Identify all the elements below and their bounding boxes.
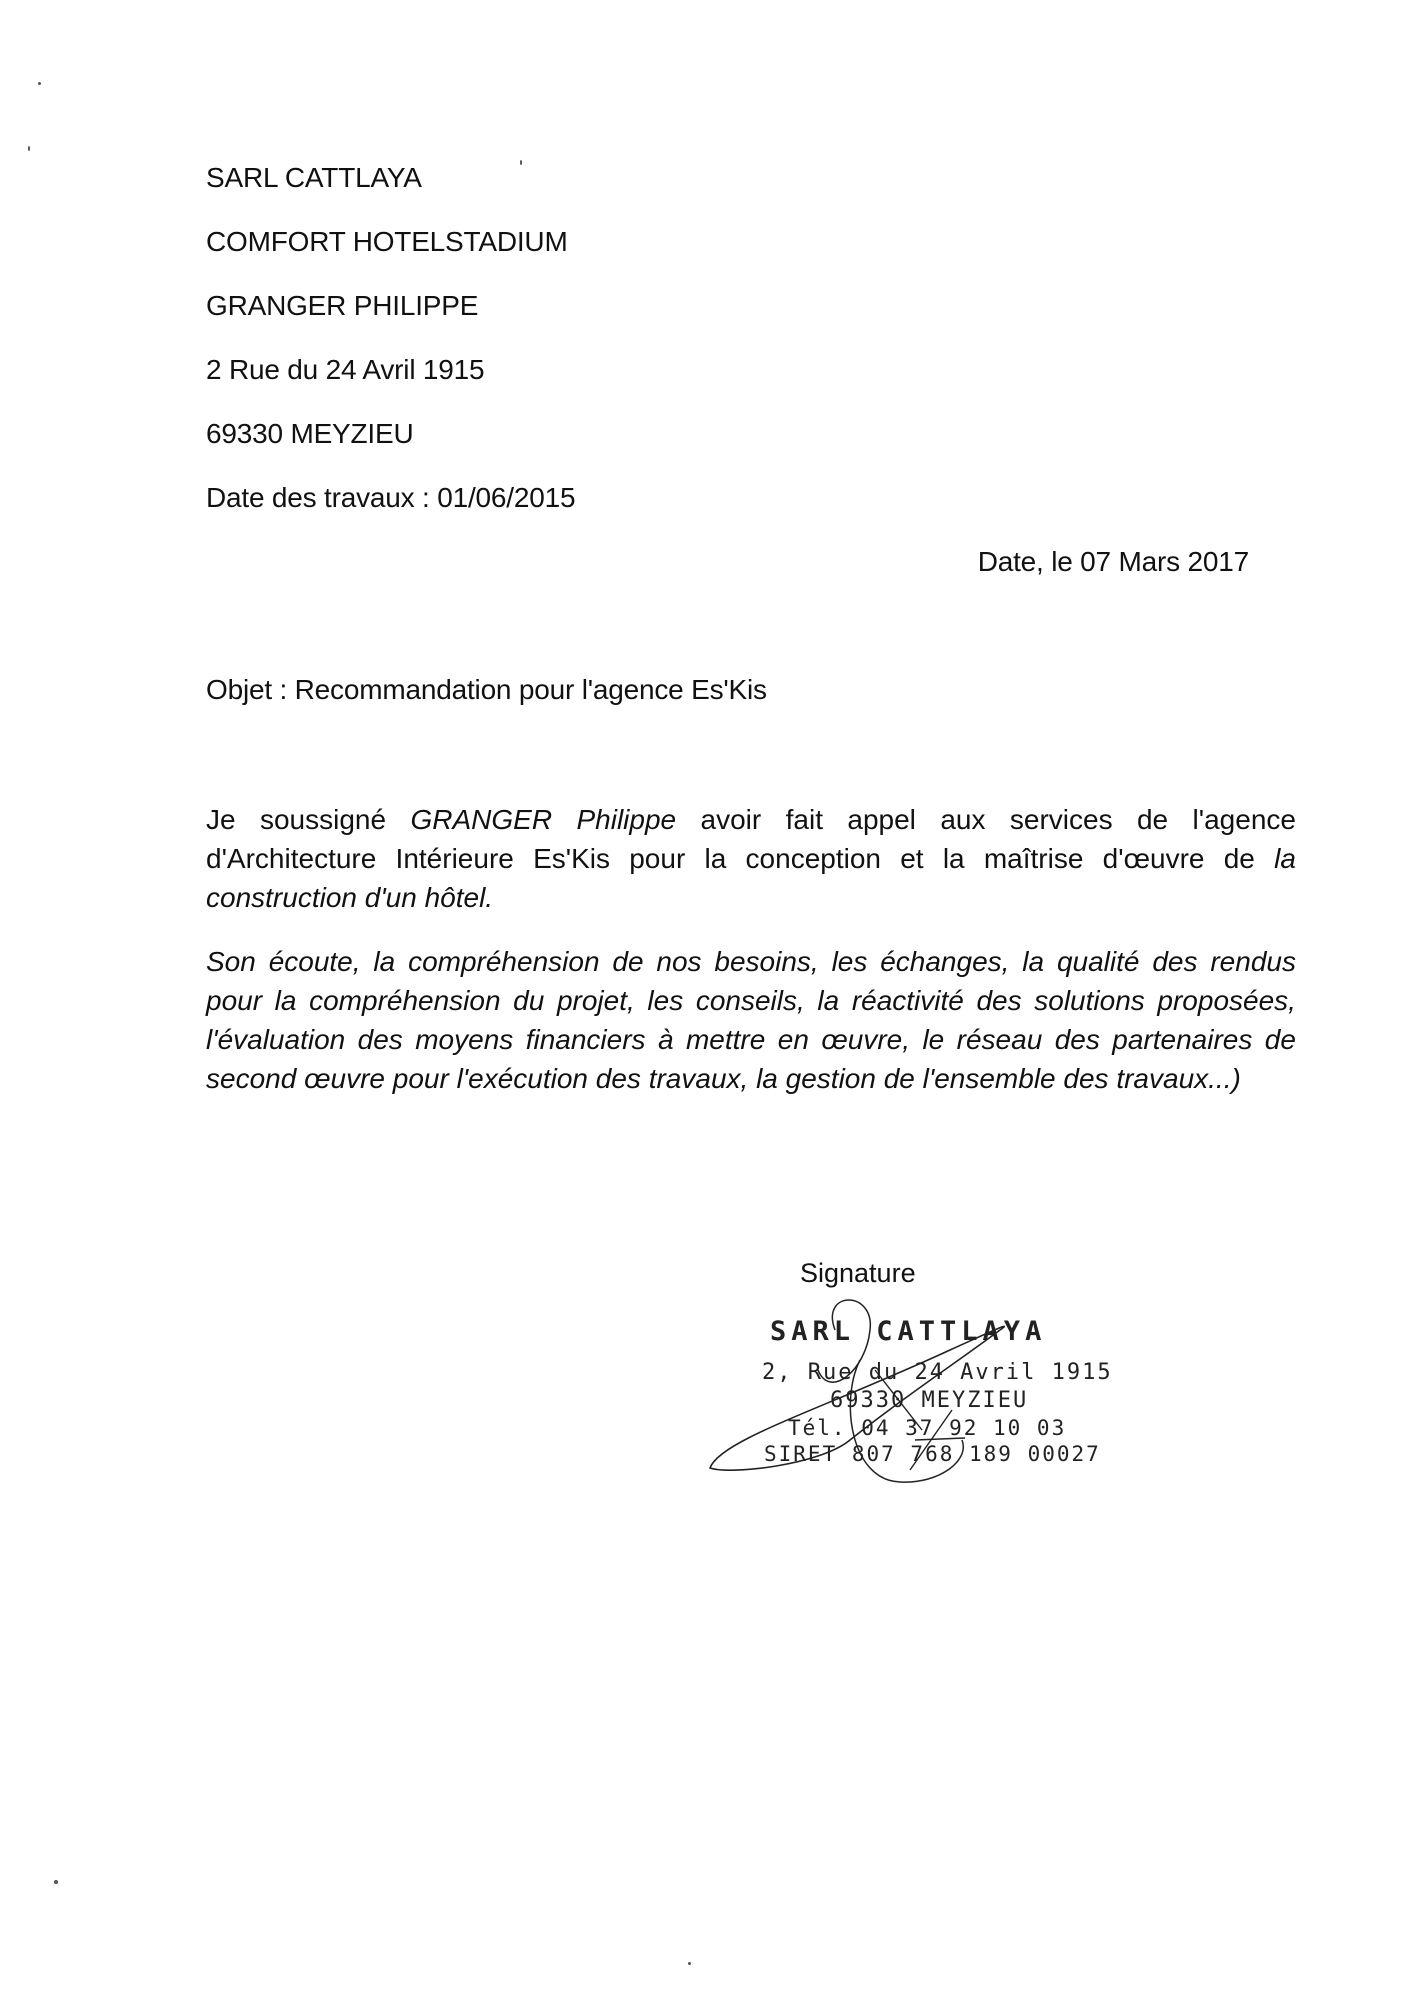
word: à	[657, 1024, 674, 1055]
word: la	[817, 985, 840, 1016]
word: et	[900, 843, 924, 874]
word: maîtrise	[983, 843, 1084, 874]
sender-street: 2 Rue du 24 Avril 1915	[206, 354, 485, 385]
sender-hotel: COMFORT HOTELSTADIUM	[206, 226, 568, 257]
paragraph-line	[206, 800, 1296, 839]
word: l'agence	[1192, 804, 1296, 835]
word: projet,	[556, 985, 635, 1016]
word: écoute,	[268, 946, 361, 977]
word: la	[1022, 946, 1045, 977]
word: des	[357, 1024, 403, 1055]
letter-date: Date, le 07 Mars 2017	[977, 546, 1249, 577]
word: œuvre,	[821, 1024, 911, 1055]
word: Intérieure	[395, 843, 514, 874]
paragraph-attestation	[206, 800, 1296, 917]
paragraph-praise	[206, 942, 1296, 1098]
paragraph-line: construction d'un hôtel.	[206, 882, 494, 913]
word: Je	[206, 804, 236, 835]
word: qualité	[1056, 946, 1140, 977]
word: proposées,	[1157, 985, 1296, 1016]
scan-speck	[28, 146, 30, 151]
word: conseils,	[695, 985, 805, 1016]
paragraph-line	[206, 1020, 1296, 1059]
paragraph-line: second œuvre pour l'exécution des travaux, la gestion de l'ensemble des travaux...)	[206, 1063, 1241, 1094]
word: d'œuvre	[1102, 843, 1205, 874]
sender-city: 69330 MEYZIEU	[206, 418, 414, 449]
word: de	[1223, 843, 1255, 874]
handwritten-signature	[700, 1290, 1120, 1490]
word: mettre	[685, 1024, 766, 1055]
word: d'Architecture	[206, 843, 377, 874]
word: Es'Kis	[533, 843, 610, 874]
word: des	[1152, 946, 1198, 977]
paragraph-line	[206, 981, 1296, 1020]
word: des	[1054, 1024, 1100, 1055]
word: compréhension	[309, 985, 501, 1016]
word: partenaires	[1112, 1024, 1253, 1055]
word: réactivité	[851, 985, 964, 1016]
scan-speck	[54, 1880, 58, 1884]
word: solutions	[1034, 985, 1145, 1016]
word: appel	[847, 804, 916, 835]
word: de	[1264, 1024, 1296, 1055]
word: de	[612, 946, 644, 977]
word: compréhension	[408, 946, 600, 977]
paragraph-line	[206, 942, 1296, 981]
word: conception	[745, 843, 881, 874]
word: fait	[785, 804, 823, 835]
word: la	[274, 985, 297, 1016]
word: Son	[206, 946, 256, 977]
stamp-siret: SIRET 807 768 189 00027	[764, 1442, 1101, 1466]
word: la	[942, 843, 965, 874]
word: des	[976, 985, 1022, 1016]
word: aux	[940, 804, 986, 835]
word: la	[373, 946, 396, 977]
letter-subject: Objet : Recommandation pour l'agence Es'Kis	[206, 674, 767, 705]
word: financiers	[525, 1024, 646, 1055]
word: le	[922, 1024, 945, 1055]
word: GRANGER	[410, 804, 553, 835]
scan-speck	[38, 82, 41, 85]
word: de	[1136, 804, 1169, 835]
word: nos	[656, 946, 702, 977]
word: Philippe	[576, 804, 677, 835]
word: réseau	[956, 1024, 1043, 1055]
word: avoir	[700, 804, 762, 835]
word: les	[647, 985, 684, 1016]
stamp-city: 69330 MEYZIEU	[830, 1388, 1029, 1413]
company-stamp	[700, 1290, 1120, 1490]
word: la	[704, 843, 727, 874]
word: soussigné	[259, 804, 387, 835]
word: services	[1009, 804, 1113, 835]
scan-speck	[688, 1962, 691, 1965]
sender-name: GRANGER PHILIPPE	[206, 290, 479, 321]
word: rendus	[1210, 946, 1296, 977]
word: du	[513, 985, 545, 1016]
paragraph-line	[206, 839, 1296, 878]
word: pour	[629, 843, 686, 874]
word: en	[777, 1024, 809, 1055]
word: échanges,	[880, 946, 1010, 977]
word: pour	[206, 985, 263, 1016]
word: l'évaluation	[206, 1024, 346, 1055]
stamp-company-name: SARL CATTLAYA	[770, 1316, 1047, 1347]
word: la	[1274, 843, 1296, 874]
works-date: Date des travaux : 01/06/2015	[206, 482, 576, 513]
sender-company: SARL CATTLAYA	[206, 162, 422, 193]
scan-speck	[520, 160, 522, 165]
signature-label: Signature	[800, 1258, 916, 1288]
word: les	[831, 946, 868, 977]
stamp-address: 2, Rue du 24 Avril 1915	[762, 1360, 1113, 1385]
word: besoins,	[714, 946, 819, 977]
word: moyens	[415, 1024, 514, 1055]
stamp-phone: Tél. 04 37 92 10 03	[788, 1416, 1067, 1440]
